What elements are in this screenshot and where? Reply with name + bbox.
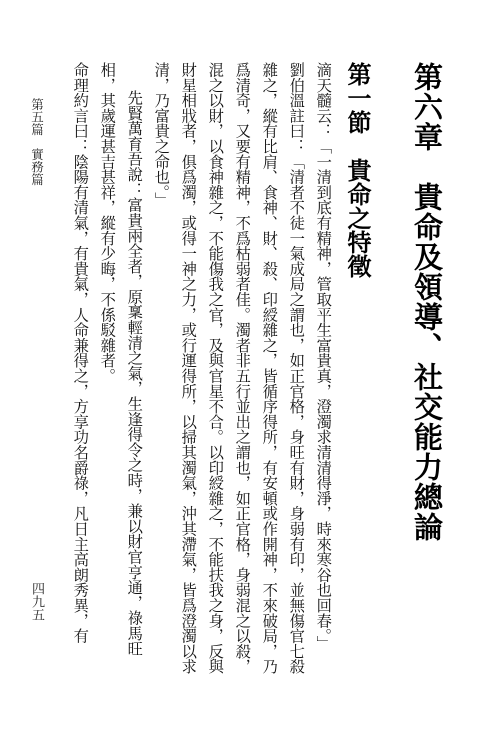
body-line: 混之以財，以食神雜之，不能傷我之官，及與官星不合。以印綬雜之，不能扶我之身，反與	[206, 62, 225, 674]
section-title: 第一節 貴命之特徵	[343, 62, 371, 278]
body-line: 爲清奇，又要有精神，不爲枯弱者佳。濁者非五行並出之謂也，如正官格，身弱混之以殺，	[233, 62, 252, 674]
body-line: 財星相戕者，俱爲濁，或得一神之力，或行運得所，以掃其濁氣，沖其滯氣，皆爲澄濁以求	[179, 62, 198, 674]
body-line: 雜之，縱有比肩、食神、財、殺、印綬雜之，皆循序得所，有安頓或作開神，不來破局，乃	[260, 62, 279, 674]
body-line: 滴天髓云：「一清到底有精神，管取平生富貴真，澄濁求清清得淨，時來寒谷也回春。」	[314, 62, 333, 652]
body-line: 先賢萬育吾說：富貴兩全者，原稟輕清之氣，生逢得令之時，兼以財官亨通，祿馬旺	[125, 90, 144, 657]
running-header: 第五篇 實務篇	[29, 98, 45, 186]
page-number: 四九五	[29, 582, 44, 621]
body-line: 清，乃富貴之命也。」	[152, 62, 171, 208]
chapter-title: 第六章 貴命及領導、社交能力總論	[410, 62, 444, 542]
body-line: 相，其歲運甚吉甚祥，縱有少晦，不係駁雜者。	[98, 62, 117, 384]
body-line: 劉伯溫註曰：「清者不徒一氣成局之謂也，如正官格，身旺有財，身弱有印，並無傷官七殺	[287, 62, 306, 674]
body-line: 命理約言曰：陰陽有清氣，有貴氣，人命兼得之，方享功名爵祿，凡日主高朗秀異，有	[71, 62, 90, 644]
